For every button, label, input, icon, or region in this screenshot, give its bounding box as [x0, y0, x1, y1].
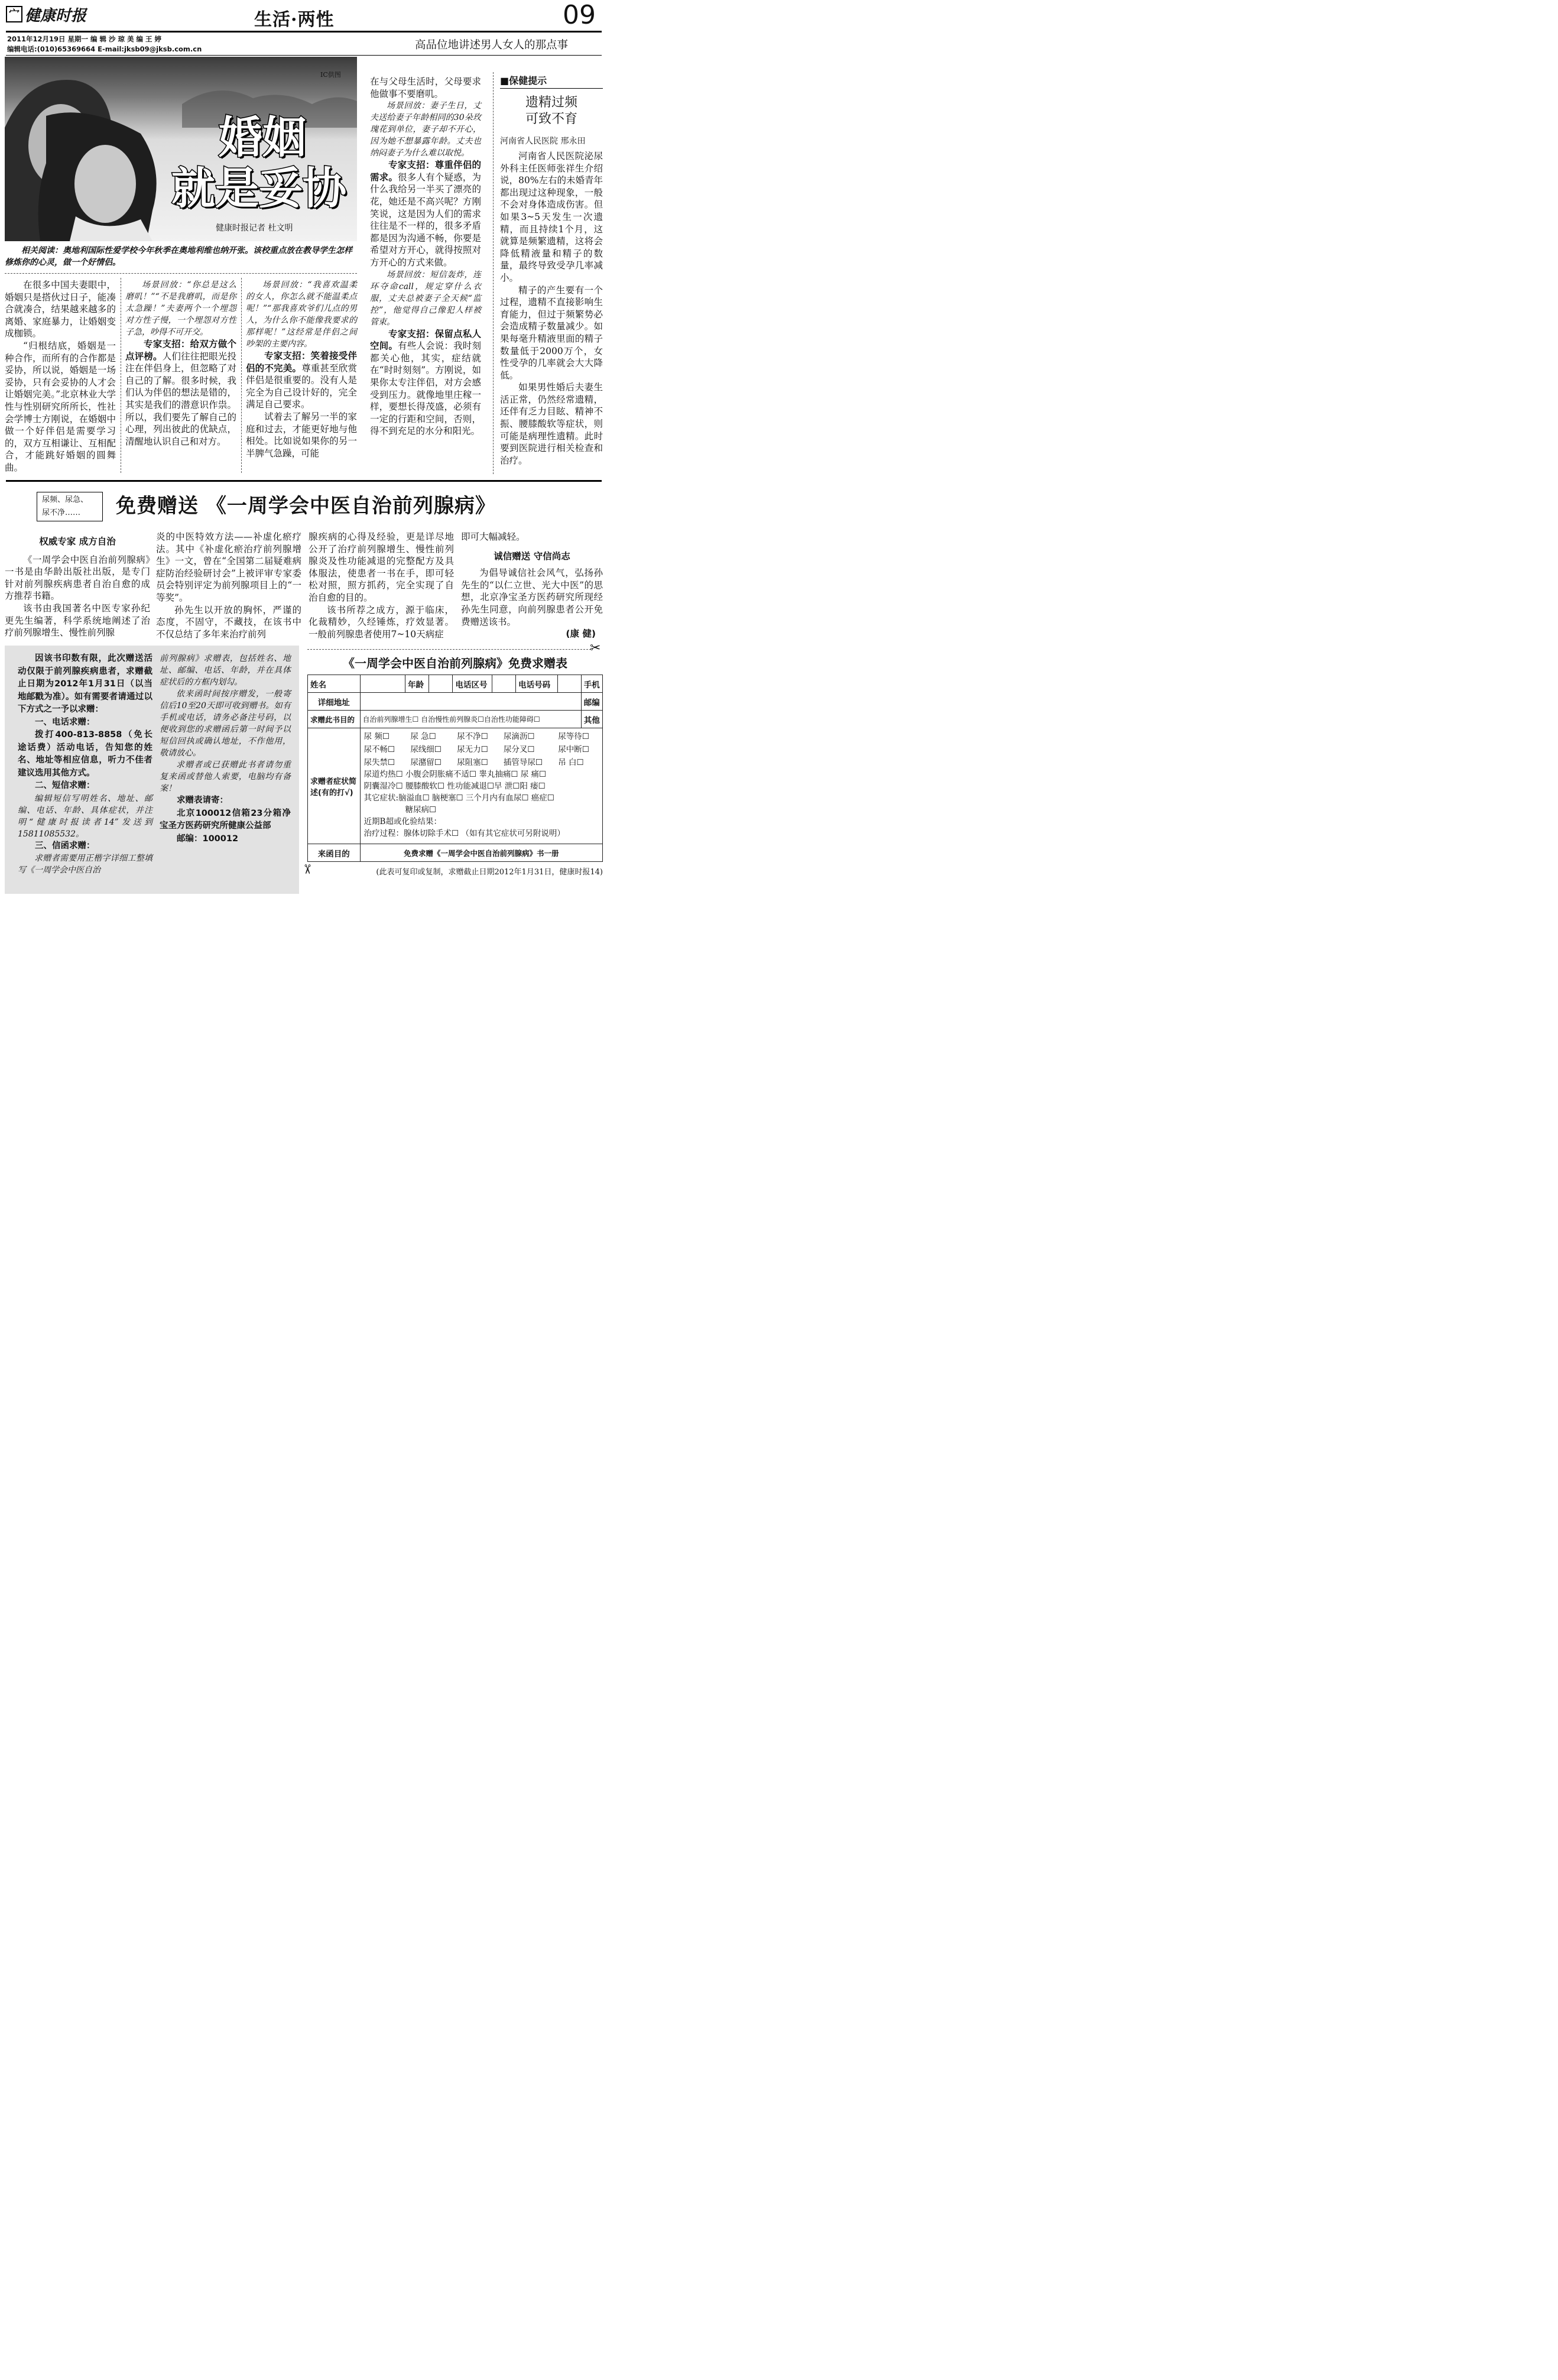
notice-box — [5, 646, 299, 894]
scissors-icon: ✂ — [590, 641, 601, 656]
article-col-4: 在与父母生活时，父母要求他做事不要磨叽。 场景回放：妻子生日，丈夫送给妻子年龄相同的30朵玫瑰花到单位，妻子却不开心，因为她不想暴露年龄。丈夫也纳闷妻子为什么难以取悦。 专家支招：尊重伴侣的需求。很多人有个疑惑，为什么我给另一半买了漂亮的花，她还是不高兴呢？方刚笑说，这是因为人们的需求往往是不一样的，很多矛盾都是因为沟通不畅，你要是希望对方开心，就得按照对方开心的方式来做。 场景回放：短信轰炸，连环夺命call，规定穿什么衣服，丈夫总被妻子全天候“监控”，他觉得自己像犯人样被管束。 专家支招：保留点私人空间。有些人会说：我时刻都关心他，其实，症结就在“时时刻刻”。方刚说，如果你太专注伴侣，对方会感受到压力。就像地里庄稼一样，要想长得茂盛，必须有一定的行距和空间，否则，得不到充足的水分和阳光。 — [370, 76, 481, 437]
slogan: 高品位地讲述男人女人的那点事 — [415, 39, 569, 51]
ad-col-3: 腺疾病的心得及经验，更是详尽地公开了治疗前列腺增生、慢性前列腺炎及性功能减退的完整配方及具体服法，使患者一书在手，即可轻松对照，照方抓药，完全实现了自治自愈的目的。 该书所荐之成方，源于临床，化裁精妙，久经锤炼，疗效显著。一般前列腺患者使用7~10天病症 — [309, 531, 454, 640]
request-form — [299, 641, 603, 877]
article-col-3: 场景回放：“我喜欢温柔的女人，你怎么就不能温柔点呢！”“那我喜欢爷们儿点的男人，为什么你不能像我要求的那样呢！”这经常是伴侣之间吵架的主要内容。 专家支招：笑着接受伴侣的不完美。尊重甚至欣赏伴侣是很重要的。没有人是完全为自己设计好的，完全满足自己要求。 试着去了解另一半的家庭和过去，才能更好地与他相处。比如说如果你的另一半脾气急躁，可能 — [246, 280, 357, 459]
notice-col-1: 因该书印数有限，此次赠送活动仅限于前列腺疾病患者，求赠截止日期为2012年1月31日（以当地邮戳为准）。如有需要者请通过以下方式之一予以求赠： 一、电话求赠： 拨打400-813-8858（免长途话费）活动电话，告知您的姓名、地址等相应信息，听力不佳者建议选用其他方式。 二、短信求赠： 编辑短信写明姓名、地址、邮编、电话、年龄、具体症状，并注明“健康时报读者14”发送到15811085532。 三、信函求赠： 求赠者需要用正楷字详细工整填写《一周学会中医自治 — [18, 654, 152, 875]
section-title: 生活·两性 — [254, 9, 335, 30]
ad-col-1: 权威专家 成方自治 《一周学会中医自治前列腺病》一书是由华龄出版社出版，是专门针对前列腺疾病患者自治自愈的成方推荐书籍。 该书由我国著名中医专家孙纪更先生编著，科学系统地阐述了治疗前列腺增生、慢性前列腺 — [5, 536, 150, 638]
form-footnote: (此表可复印或复制，求赠截止日期2012年1月31日，健康时报14) — [376, 868, 603, 877]
sidebar-title: 遗精过频 可致不育 — [525, 95, 577, 127]
photo-credit: IC供图 — [320, 71, 341, 79]
area-code-field[interactable] — [492, 675, 515, 693]
logo-mark: 宀 — [6, 6, 22, 22]
contact-line: 编辑电话:(010)65369664 E-mail:jksb09@jksb.com.cn — [7, 45, 202, 53]
paper-name: 健康时报 — [25, 7, 87, 25]
form-title: 《一周学会中医自治前列腺病》免费求赠表 — [343, 656, 567, 670]
ad-col-2: 炎的中医特效方法——补虚化瘀疗法。其中《补虚化瘀治疗前列腺增生》一文，曾在“全国第二届疑难病症防治经验研讨会”上被评审专家委员会特别评定为前列腺项目上的“一等奖”。 孙先生以开放的胸怀，严谨的态度，不固守，不藏技，在该书中不仅总结了多年来治疗前列 — [156, 531, 301, 640]
name-field[interactable] — [360, 675, 405, 693]
scissors-icon-left: ✂ — [299, 864, 314, 875]
request-form-table: 姓名 年龄 电话区号 电话号码 手机 详细地址 邮编 求赠此书目的 自治前列腺增生☐ 自治慢性前列腺炎☐自治性功能障碍☐ 其他 求赠者症状简述(有的打√) 尿 频☐ 尿 急☐ 尿不净☐ 尿滴沥☐ 尿等待☐ 尿不畅☐ 尿线细☐ 尿无力☐ 尿分叉☐ 尿中断☐ 尿失禁☐ 尿潴留☐ 尿阻塞☐ 插管导尿☐ 吊 白☐ 尿道灼热☐ 小腹会阴胀痛不适☐ 睾丸抽痛☐ 尿 痛☐ 阴囊湿冷☐ 腰膝酸软☐ 性功能减退☐早 泄☐阳 痿☐ 其它症状:脑溢血☐ 脑梗塞☐ 三个月内有血尿☐ 癌症☐ 糖尿病☐ 近期B超或化验结果： 治疗过程：腺体切除手术☐ （如有其它症状可另附说明） 来函目的 免费求赠《一周学会中医自治前列腺病》书一册 — [307, 675, 603, 862]
purpose-checkboxes[interactable]: 自治前列腺增生☐ 自治慢性前列腺炎☐自治性功能障碍☐ — [360, 711, 581, 728]
age-field[interactable] — [429, 675, 453, 693]
date-line: 2011年12月19日 星期一 编 辑 沙 琼 美 编 王 婷 — [7, 35, 162, 43]
phone-field[interactable] — [557, 675, 581, 693]
ad-tag: 尿频、尿急、 尿不净…… — [37, 492, 103, 521]
page-number: 09 — [563, 0, 596, 30]
notice-col-2: 前列腺病》求赠表，包括姓名、地址、邮编、电话、年龄，并在具体症状后的方框内划勾。 依来函时间按序赠发，一般寄信后10至20天即可收到赠书。如有手机或电话，请务必备注号码，以便收到您的求赠函后第一时间予以短信回执或确认地址，不作他用，敬请放心。 求赠者或已获赠此书者请勿重复来函或替他人索要，电脑均有备案！ 求赠表请寄： 北京100012信箱23分箱净宝圣方医药研究所健康公益部 邮编：100012 — [160, 654, 291, 844]
related-reading: 相关阅读：奥地利国际性爱学校今年秋季在奥地利维也纳开张。该校重点放在教导学生怎样修炼你的心灵，做一个好情侣。 — [5, 246, 352, 267]
article-title: 婚姻 就是妥协 — [171, 112, 346, 214]
byline: 健康时报记者 杜文明 — [216, 223, 293, 233]
sidebar-source: 河南省人民医院 邢永田 — [500, 137, 586, 146]
sidebar-tag: ■保健提示 — [500, 73, 603, 89]
symptom-checklist[interactable]: 尿 频☐ 尿 急☐ 尿不净☐ 尿滴沥☐ 尿等待☐ 尿不畅☐ 尿线细☐ 尿无力☐ 尿分叉☐ 尿中断☐ 尿失禁☐ 尿潴留☐ 尿阻塞☐ 插管导尿☐ 吊 白☐ 尿道灼热☐ 小腹会阴胀痛不适☐ 睾丸抽痛☐ 尿 痛☐ 阴囊湿冷☐ 腰膝酸软☐ 性功能减退☐早 泄☐阳 痿☐ 其它症状:脑溢血☐ 脑梗塞☐ 三个月内有血尿☐ 癌症☐ 糖尿病☐ 近期B超或化验结果： 治疗过程：腺体切除手术☐ （如有其它症状可另附说明） — [360, 728, 602, 844]
ad-col-4: 即可大幅减轻。 诚信赠送 守信尚志 为倡导诚信社会风气，弘扬孙先生的“以仁立世、光大中医”的思想，北京净宝圣方医药研究所现经孙先生同意，向前列腺患者公开免费赠送该书。 (康 健) — [461, 531, 603, 640]
health-tip-sidebar: ■保健提示 遗精过频 可致不育 河南省人民医院 邢永田 河南省人民医院泌尿外科主任医师张祥生介绍说，80%左右的未婚青年都出现过这种现象，一般不会对身体造成伤害。但如果3~5天发生一次遗精，而且持续1个月，这就算是频繁遗精，这将会降低精液量和精子的数量，最终导致受孕几率减小。 精子的产生要有一个过程，遗精不直接影响生育能力，但过于频繁势必会造成精子数量减少。如果每毫升精液里面的精子数量低于2000万个，女性受孕的几率就会大大降低。 如果男性婚后夫妻生活正常，仍然经常遗精，还伴有乏力目眩、精神不振、腰膝酸软等症状，则可能是病理性遗精。此时要到医院进行相关检查和治疗。 — [500, 73, 603, 466]
address-field[interactable] — [360, 693, 581, 711]
article-col-2: 场景回放：“你总是这么磨叽！”“不是我磨叽，而是你太急躁！”夫妻两个一个埋怨对方性子慢，一个埋怨对方性子急，吵得不可开交。 专家支招：给双方做个点评榜。人们往往把眼光投注在伴侣身上，但忽略了对自己的了解。很多时候，我们认为伴侣的想法是错的，其实是我们的潜意识作祟。所以，我们要先了解自己的心理，列出彼此的优缺点，清醒地认识自己和对方。 — [125, 280, 236, 447]
ad-headline: 免费赠送 《一周学会中医自治前列腺病》 — [116, 494, 496, 518]
article-col-1: 在很多中国夫妻眼中，婚姻只是搭伙过日子，能凑合就凑合，结果越来越多的离婚、家庭暴力，让婚姻变成枷锁。 “归根结底，婚姻是一种合作，而所有的合作都是妥协，所以说，婚姻是一场妥协，只有会妥协的人才会让婚姻完美。”北京林业大学性与性别研究所所长，性社会学博士方刚说，在婚姻中做一个好伴侣是需要学习的，双方互相谦让、互相配合，才能跳好婚姻的圆舞曲。 — [5, 280, 116, 473]
